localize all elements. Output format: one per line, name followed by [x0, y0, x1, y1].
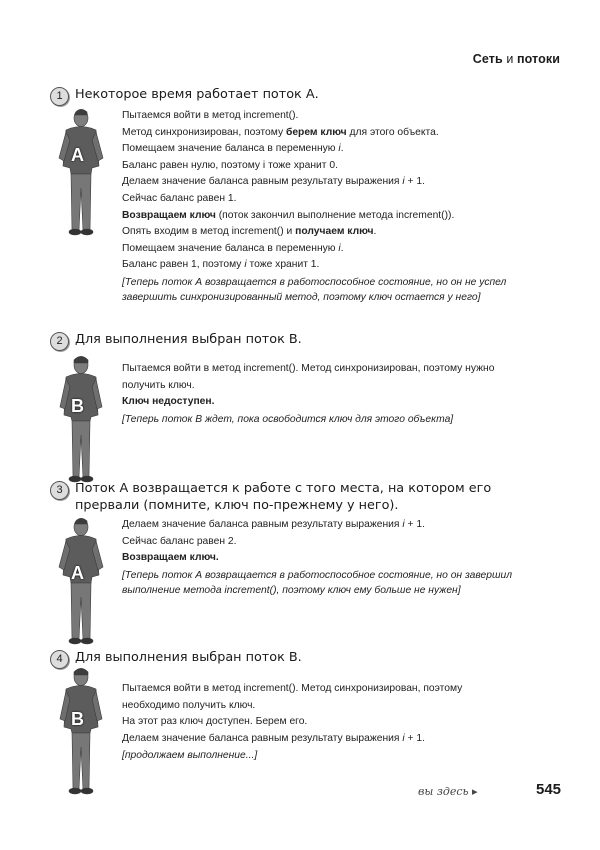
step-number-badge: 1 [50, 87, 69, 106]
step-number-badge: 3 [50, 481, 69, 500]
text-line: Ключ недоступен. [122, 396, 215, 408]
bracket-note: [продолжаем выполнение...] [122, 750, 258, 762]
step-3-lines [122, 517, 517, 598]
figure-letter: B [71, 396, 84, 416]
step-title: Поток А возвращается к работе с того места, на котором его прервали (помните, ключ по-прежнему у него). [75, 481, 492, 513]
step-3-heading [50, 480, 550, 514]
bracket-note: [Теперь поток В ждет, пока освободится ключ для этого объекта] [122, 413, 454, 425]
header-word-2: и [506, 52, 514, 66]
header-word-1: Сеть [472, 52, 503, 66]
step-1-lines [122, 108, 517, 305]
header-word-3: потоки [516, 52, 560, 66]
text-line: Пытаемся войти в метод increment(). [122, 110, 299, 121]
step-title: Некоторое время работает поток А. [75, 87, 319, 102]
step-1-heading [50, 86, 550, 106]
step-number-badge: 2 [50, 332, 69, 351]
text-line: Пытаемся войти в метод increment(). Метод синхронизирован, поэтому необходимо получить ключ. [122, 683, 463, 711]
text-line: Пытаемся войти в метод increment(). Метод синхронизирован, поэтому нужно получить ключ. [122, 363, 495, 391]
step-3 [50, 480, 550, 596]
step-number-badge: 4 [50, 650, 69, 669]
step-title: Для выполнения выбран поток В. [75, 650, 302, 665]
text-line: Делаем значение баланса равным результату выражения i + 1. [122, 519, 425, 530]
you-are-here-label: вы здесь ▸ [418, 785, 478, 798]
text-line: Баланс равен 1, поэтому i тоже хранит 1. [122, 259, 320, 271]
text-line: Опять входим в метод increment() и получаем ключ. [122, 226, 377, 238]
text-line: Сейчас баланс равен 2. [122, 535, 237, 547]
step-title: Для выполнения выбран поток В. [75, 332, 302, 347]
text-line: Делаем значение баланса равным результату выражения i + 1. [122, 732, 425, 744]
step-4 [50, 649, 550, 762]
step-2-heading [50, 331, 550, 351]
page-number: 545 [536, 781, 562, 798]
step-4-heading [50, 649, 550, 669]
step-4-lines [122, 681, 517, 763]
text-line: Помещаем значение баланса в переменную i. [122, 242, 344, 254]
text-line: Делаем значение баланса равным результату выражения i + 1. [122, 176, 425, 188]
bracket-note: [Теперь поток А возвращается в работоспособное состояние, но он завершил выполнение метода increment(), поэтому ключ ему больше не нужен] [122, 569, 513, 596]
step-2-lines [122, 361, 517, 427]
figure-letter: A [71, 145, 84, 165]
text-line: Помещаем значение баланса в переменную i. [122, 143, 344, 155]
thread-a-figure [56, 517, 106, 647]
step-2 [50, 331, 550, 425]
figure-letter: B [71, 709, 84, 729]
step-1 [50, 86, 550, 303]
text-line: Метод синхронизирован, поэтому берем ключ для этого объекта. [122, 126, 439, 138]
text-line: На этот раз ключ доступен. Берем его. [122, 716, 308, 728]
thread-b-figure [56, 355, 106, 485]
thread-b-figure [56, 667, 106, 797]
figure-letter: A [71, 563, 84, 583]
bracket-note: [Теперь поток А возвращается в работоспособное состояние, но он не успел завершить синхронизированный метод, поэтому ключ остается у него] [122, 276, 507, 303]
text-line: Возвращаем ключ (поток закончил выполнение метода increment()). [122, 209, 455, 221]
text-line: Сейчас баланс равен 1. [122, 192, 237, 204]
running-header [473, 52, 560, 66]
thread-a-figure [56, 108, 106, 238]
text-line: Баланс равен нулю, поэтому i тоже хранит 0. [122, 159, 338, 171]
text-line: Возвращаем ключ. [122, 552, 219, 564]
